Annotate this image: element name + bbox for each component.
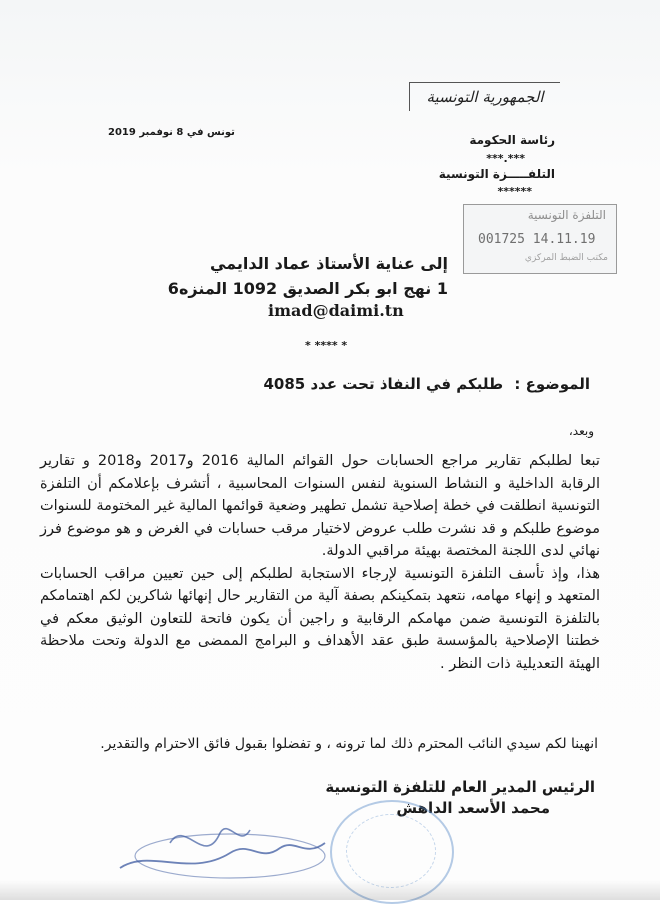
header-stars-2: ******: [497, 185, 532, 198]
subject-label: الموضوع :: [514, 375, 590, 393]
stamp-office: مكتب الضبط المركزي: [524, 253, 608, 263]
republic-emblem-text: الجمهورية التونسية: [409, 82, 560, 111]
signatory-name: محمد الأسعد الداهش: [396, 799, 550, 817]
stamp-org: التلفزة التونسية: [527, 208, 606, 222]
letter-date: تونس في 8 نوفمبر 2019: [108, 127, 235, 138]
handwritten-signature: [110, 808, 340, 888]
recipient-address: 1 نهج ابو بكر الصديق 1092 المنزه6: [167, 279, 448, 298]
subject-text: طلبكم في النفاذ تحت عدد 4085: [263, 375, 504, 393]
official-seal-inner-ring: [346, 814, 436, 888]
recipient-email: imad@daimi.tn: [268, 301, 404, 320]
subject-line: [263, 375, 590, 393]
body-paragraph-1: تبعا لطلبكم تقارير مراجع الحسابات حول القوائم المالية 2016 و2017 و2018 و تقارير الرقابة الداخلية و النشاط السنوية لنفس السنوات المحاسبية ، أتشرف بإعلامكم أن التلفزة التونسية انطلقت في خطة إصلاحية تشمل تطهير وضعية قوائمها المالية غير المختومة للسنوات موضوع طلبكم و قد نشرت طلب عروض لاختيار مرقب حسابات في الغرض و هو موضوع فرز نهائي لدى اللجنة المختصة بهيئة مراقبي الدولة.: [40, 453, 600, 559]
letter-body: [40, 450, 600, 675]
opening-line: وبعد،: [568, 424, 594, 438]
government-header: رئاسة الحكومة: [469, 133, 555, 147]
registry-stamp: [463, 204, 617, 274]
tv-header: التلفـــــزة التونسية: [438, 167, 555, 181]
signatory-title: الرئيس المدير العام للتلفزة التونسية: [325, 778, 595, 796]
stamp-number: 001725 14.11.19: [478, 232, 596, 247]
recipient-name: إلى عناية الأستاذ عماد الدايمي: [209, 254, 448, 273]
closing-line: انهينا لكم سيدي النائب المحترم ذلك لما ترونه ، و تفضلوا بقبول فائق الاحترام والتقدير.: [100, 736, 598, 752]
separator-stars: * **** *: [305, 339, 348, 352]
page-bottom-shadow: [0, 880, 660, 900]
header-stars: ***.***: [486, 152, 525, 165]
body-paragraph-2: هذا، وإذ تأسف التلفزة التونسية لإرجاء الاستجابة لطلبكم إلى حين تعيين مراقب الحسابات المتعهد و إنهاء مهامه، نتعهد بتمكينكم بصفة آلية من التقارير حال إنهائها شاكرين لكم اهتمامكم بالتلفزة التونسية ضمن مهامكم الرقابية و راجين أن يكون فاتحة للتعاون الوثيق معكم في خطتنا الإصلاحية بالمؤسسة طبق عقد الأهداف و البرامج الممضى مع الدولة وتحت ملاحظة الهيئة التعديلية ذات النظر .: [40, 565, 600, 672]
